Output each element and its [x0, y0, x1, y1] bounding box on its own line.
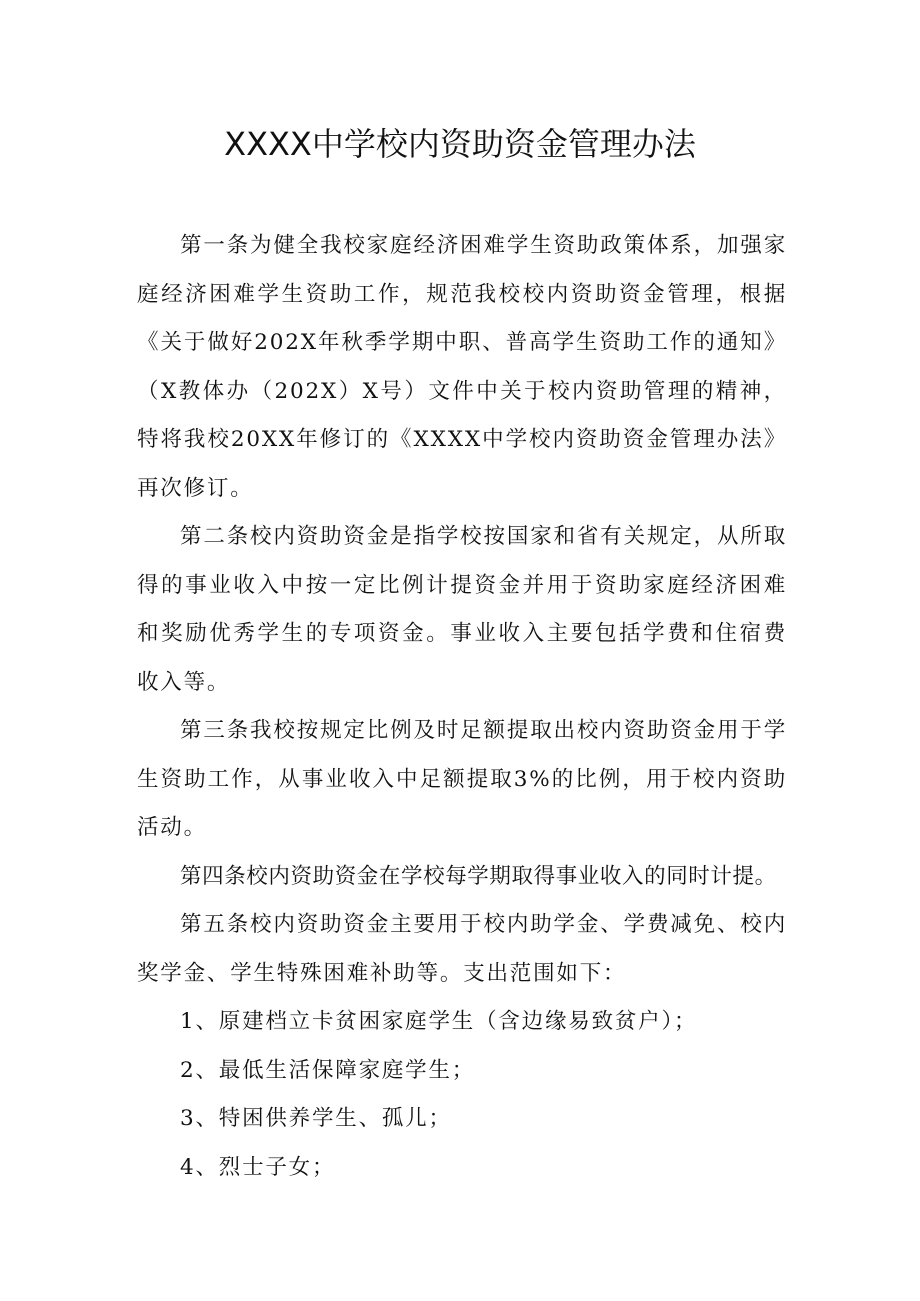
document-title: XXXX中学校内资助资金管理办法	[224, 125, 696, 163]
list-item-1: 1、原建档立卡贫困家庭学生（含边缘易致贫户）；	[180, 1009, 698, 1034]
article-2: 第二条校内资助资金是指学校按国家和省有关规定，从所取得的事业收入中按一定比例计提资金并用于资助家庭经济困难和奖励优秀学生的专项资金。事业收入主要包括学费和住宿费收入等。	[137, 524, 787, 695]
article-4: 第四条校内资助资金在学校每学期取得事业收入的同时计提。	[180, 863, 777, 889]
document-body	[137, 222, 787, 1192]
list-item-2: 2、最低生活保障家庭学生；	[180, 1057, 476, 1083]
list-item-4: 4、烈士子女；	[180, 1154, 336, 1180]
article-5: 第五条校内资助资金主要用于校内助学金、学费减免、校内奖学金、学生特殊困难补助等。支出范围如下：	[137, 912, 787, 986]
article-3: 第三条我校按规定比例及时足额提取出校内资助资金用于学生资助工作，从事业收入中足额提取3%的比例，用于校内资助活动。	[137, 718, 787, 840]
article-1: 第一条为健全我校家庭经济困难学生资助政策体系，加强家庭经济困难学生资助工作，规范我校校内资助资金管理，根据《关于做好202X年秋季学期中职、普高学生资助工作的通知》（X教体办（202X）X号）文件中关于校内资助管理的精神，特将我校20XX年修订的《XXXX中学校内资助资金管理办法》再次修订。	[137, 233, 787, 501]
list-item-3: 3、特困供养学生、孤儿；	[180, 1106, 452, 1131]
